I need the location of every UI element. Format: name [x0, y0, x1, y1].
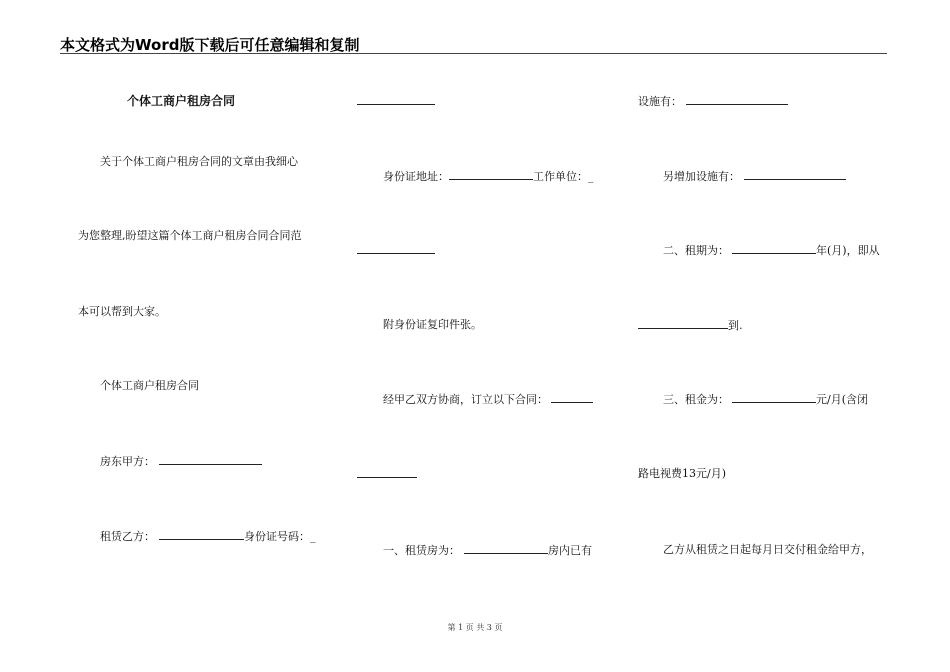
continuation-blank-2: [357, 253, 435, 254]
continuation-blank-3: [357, 477, 417, 478]
house-has-label: 房内已有: [548, 544, 592, 557]
id-address-line: [383, 169, 594, 184]
document-header: 本文格式为Word版下载后可任意编辑和复制: [60, 36, 360, 54]
page-footer: 第 1 页 共 3 页: [447, 623, 503, 632]
agreement-blank: [551, 392, 593, 403]
term-unit-label: 年(月)，即从: [816, 244, 880, 257]
tenant-blank: [159, 529, 244, 540]
term-to-label: 到.: [728, 319, 743, 332]
intro-line-3: 本可以帮到大家。: [78, 305, 166, 318]
agreement-line: [383, 392, 593, 407]
contract-title: 个体工商户租房合同: [127, 94, 236, 108]
contract-subtitle: 个体工商户租房合同: [100, 379, 199, 392]
landlord-label: 房东甲方：: [100, 455, 155, 468]
extra-facilities-blank: [744, 169, 846, 180]
landlord-line: [100, 454, 262, 469]
header-divider: [60, 53, 887, 54]
facilities-blank: [686, 94, 788, 105]
intro-line-1: 关于个体工商户租房合同的文章由我细心: [100, 155, 298, 168]
rent-label: 三、租金为：: [663, 393, 729, 406]
facilities-line: [638, 94, 788, 109]
term-to-blank: [638, 318, 728, 329]
payment-line: 乙方从租赁之日起每月日交付租金给甲方，: [663, 543, 872, 556]
id-address-blank: [449, 169, 533, 180]
rent-line: [663, 392, 868, 407]
landlord-blank: [159, 454, 262, 465]
work-unit-label: 工作单位：_: [533, 170, 594, 183]
rent-unit-label: 元/月(含闭: [816, 393, 868, 406]
term-blank: [732, 243, 816, 254]
tenant-label: 租赁乙方：: [100, 530, 155, 543]
term-to-line: [638, 318, 743, 333]
id-address-label: 身份证地址：: [383, 170, 449, 183]
rent-blank: [732, 392, 816, 403]
term-line: [663, 243, 880, 258]
id-number-label: 身份证号码：_: [244, 530, 316, 543]
term-label: 二、租期为：: [663, 244, 729, 257]
lease-house-blank: [464, 543, 548, 554]
facilities-label: 设施有：: [638, 95, 682, 108]
lease-house-label: 一、租赁房为：: [383, 544, 460, 557]
agreement-label: 经甲乙双方协商，订立以下合同：: [383, 393, 548, 406]
continuation-blank-1: [357, 104, 435, 105]
extra-facilities-label: 另增加设施有：: [663, 170, 740, 183]
intro-line-2: 为您整理,盼望这篇个体工商户租房合同合同范: [78, 229, 302, 242]
rent-note-line: 路电视费13元/月): [638, 467, 726, 480]
attach-id-line: 附身份证复印件张。: [383, 318, 482, 331]
tenant-line: [100, 529, 316, 544]
lease-house-line: [383, 543, 592, 558]
extra-facilities-line: [663, 169, 846, 184]
